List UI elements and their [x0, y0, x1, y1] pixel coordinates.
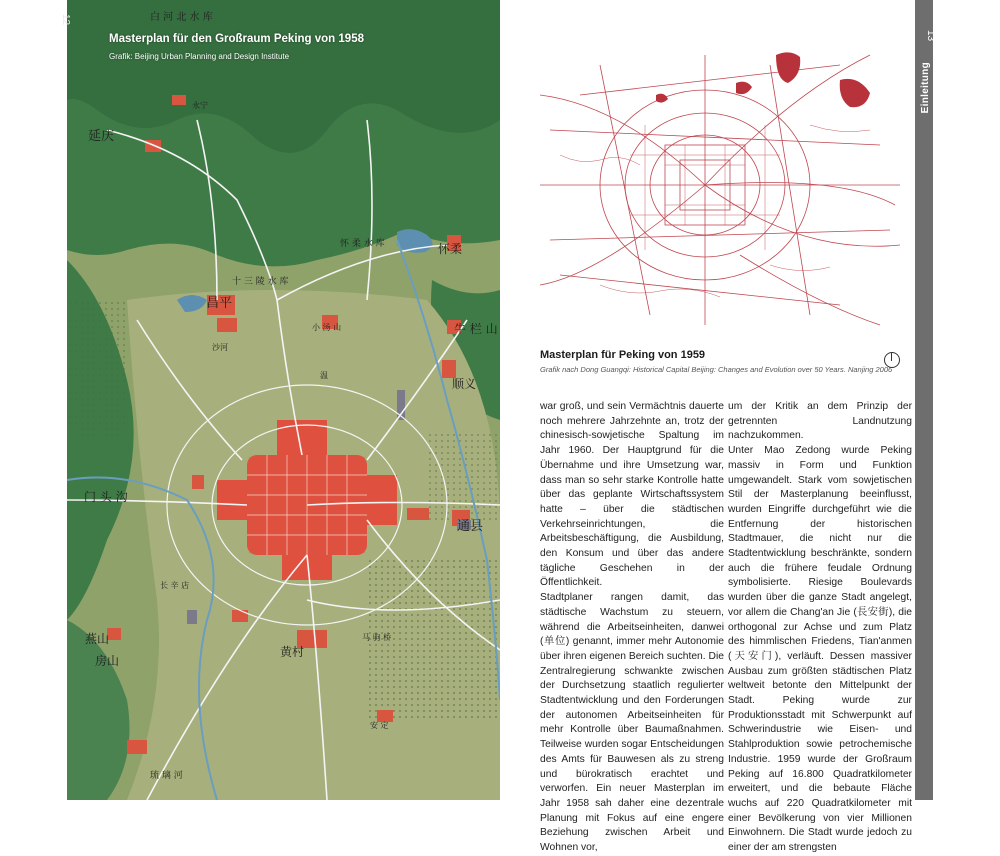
page-number-left: 12 [60, 14, 71, 26]
map-place-label: 沙河 [212, 343, 228, 352]
map-place-label: 房山 [95, 654, 120, 668]
map-place-label: 温 [320, 371, 328, 380]
map-place-label: 黄村 [280, 645, 305, 659]
paragraph: Unter Mao Zedong wurde Peking massiv in Form und Funktion umgewandelt. Stark vom sowjetischen Stil der Masterplanung beeinflusst, wurden Eingriffe durchgeführt wie die Entfernung der historischen Stadtmauer, die nicht nur die Stadtentwicklung beschränkte, sondern auch die frühere feudale Ordnung symbolisierte. Riesige Boulevards wurden über die ganze Stadt angelegt, vor allem die Chang'an Jie (長安街), die orthogonal zur Achse und zum Platz des himmlischen Friedens, Tian'anmen (天安门), verläuft. Dessen massiver Ausbau zum größten städtischen Platz weltweit betonte den Mittelpunkt der Stadt. Peking wurde zur Produktionsstadt mit Schwerpunkt auf Schwerindustrie wie Eisen- und Stahlproduktion sowie petrochemische Industrie. 1959 wurde der Großraum Peking auf 16.800 Quadratkilometer erweitert, und die bebaute Fläche wuchs auf 220 Quadratkilometer mit einer Bevölkerung von vier Millionen Einwohnern. Die Stadt wurde jedoch zu einer der am strengsten [728, 445, 912, 854]
map-credit-1958: Grafik: Beijing Urban Planning and Design Institute [109, 52, 290, 61]
map-place-label: 顺义 [452, 377, 477, 391]
map-place-label: 门 头 沟 [84, 490, 128, 504]
body-text-column-2 [728, 400, 912, 856]
map-place-label: 牛 栏 山 [454, 322, 498, 336]
map-place-label: 怀 柔 水 库 [340, 239, 385, 249]
north-arrow-icon [884, 352, 900, 368]
map-place-label: 燕山 [85, 632, 110, 646]
map-place-label: 延庆 [88, 129, 115, 144]
map-place-label: 小 汤 山 [312, 323, 342, 332]
right-page [500, 0, 1000, 854]
map-place-label: 白 河 北 水 库 [150, 12, 213, 23]
body-text-column-1 [540, 400, 724, 856]
map-place-label: 十 三 陵 水 库 [232, 277, 289, 287]
page-number-right: 13 [925, 30, 936, 42]
paragraph: um der Kritik an dem Prinzip der getrennten Landnutzung nachzukommen. [728, 401, 912, 442]
map-place-label: 通县 [457, 519, 484, 534]
map-place-label: 怀柔 [438, 242, 463, 256]
map-place-label: 安 定 [370, 721, 389, 730]
map-caption-1958: Masterplan für den Großraum Peking von 1958 [109, 33, 364, 45]
map-place-label: 永宁 [192, 101, 208, 110]
map-credit-1959: Grafik nach Dong Guangqi: Historical Capital Beijing: Changes and Evolution over 50 Years. Nanjing 2006 [540, 365, 893, 374]
map-1958-illustration [67, 0, 500, 800]
map-place-label: 昌平 [206, 296, 233, 311]
map-place-label: 琉 璃 河 [150, 771, 183, 781]
chapter-side-tab [915, 0, 933, 800]
left-page-map [67, 0, 500, 800]
map-place-label: 长 辛 店 [160, 581, 190, 590]
paragraph: war groß, und sein Vermächtnis dauerte noch mehrere Jahrzehnte an, trotz der chinesisch-sowjetische Spaltung im Jahr 1960. Der Hauptgrund für die Übernahme und ihre Umsetzung war, dass man so sehr starke Kontrolle hatte über das geplante Wirtschaftssystem hatte – über die städtischen Verkehrseinrichtungen, die Arbeitsbeschäftigung, die Ausbildung, den Konsum und über das andere tägliche Geschehen in der Öffentlichkeit. [540, 401, 724, 589]
chapter-tab-label: Einleitung [920, 62, 931, 114]
map-1959-illustration [540, 35, 900, 335]
map-caption-1959: Masterplan für Peking von 1959 [540, 349, 706, 361]
map-place-label: 马 驹 桥 [362, 633, 392, 642]
paragraph: Stadtplaner rangen damit, das städtische Wachstum zu steuern, während die Arbeitseinheiten, danwei (单位) genannt, immer mehr Autonomie über ihren eigenen Bereich suchten. Die Zentralregierung schwankte zwischen der Durchsetzung staatlich regulierter Stadtentwicklung und den Forderungen der autonomen Arbeitseinheiten für mehr Kontrolle über Baumaßnahmen. Teilweise wurden sogar Entscheidungen des Amts für Bauwesen als zu streng und bürokratisch erachtet und verworfen. Ein neuer Masterplan im Jahr 1958 sah daher eine dezentrale Planung mit Fokus auf eine engere Beziehung zwischen Arbeit und Wohnen vor, [540, 592, 724, 854]
